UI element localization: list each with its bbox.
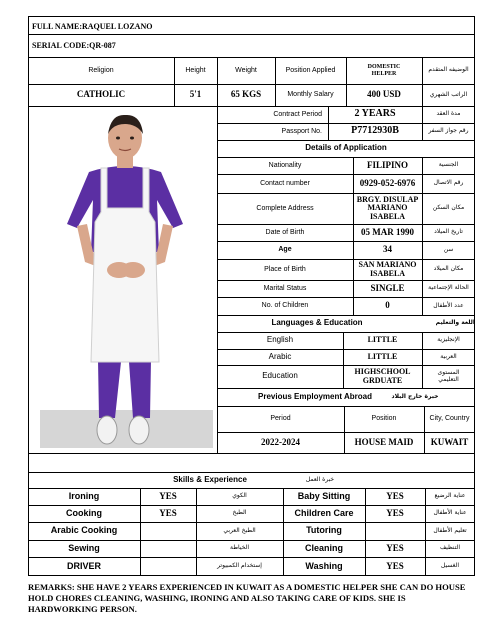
- place-of-birth-ar: مكان الميلاد: [433, 265, 464, 273]
- employment-position-header: Position: [371, 415, 397, 423]
- place-of-birth-value: [353, 259, 422, 280]
- skill-tutoring-label: Tutoring: [306, 525, 342, 536]
- education-line: GRDUATE: [362, 375, 403, 385]
- passport-ar: رقم جواز السفر: [428, 127, 469, 135]
- marital-value: SINGLE: [370, 282, 405, 293]
- dob-ar: تاريخ الميلاد: [434, 228, 463, 236]
- skill-sewing-value: [140, 540, 196, 557]
- passport-value: P7712930B: [351, 125, 399, 137]
- skill-tutoring-ar: تعليم الأطفال: [433, 526, 467, 534]
- contact-ar: رقم الاتصال: [433, 179, 464, 187]
- position-applied-header: Position Applied: [285, 66, 336, 74]
- dob-label: Date of Birth: [265, 228, 305, 236]
- skill-cleaning-label: Cleaning: [304, 542, 343, 553]
- contact-value: 0929-052-6976: [359, 177, 416, 188]
- skill-sewing-label: Sewing: [68, 542, 100, 553]
- skill-cooking-ar: الطبخ: [232, 509, 247, 517]
- religion-header: Religion: [88, 66, 114, 74]
- monthly-salary-ar: الراتب الشهري: [429, 90, 468, 98]
- contract-period-value: 2 YEARS: [354, 108, 396, 120]
- languages-title: Languages & Education: [271, 318, 363, 328]
- employment-position-value: HOUSE MAID: [354, 436, 414, 447]
- english-label: English: [266, 335, 294, 345]
- english-value: LITTLE: [367, 335, 398, 345]
- full-name: FULL NAME:RAQUEL LOZANO: [32, 22, 153, 31]
- employment-title-ar: خبرة خارج البلاد: [391, 392, 439, 400]
- skill-driver-ar: إستخدام الكمبيوتر: [217, 562, 262, 570]
- english-ar: الإنجليزية: [437, 336, 460, 344]
- skill-ironing-value: YES: [159, 490, 177, 501]
- skill-washing-value: YES: [386, 560, 404, 571]
- employment-country-header: City, Country: [429, 415, 470, 423]
- employment-period-header: Period: [270, 415, 291, 423]
- serial-code: SERIAL CODE:QR-087: [32, 41, 116, 50]
- skill-arabic-cooking-label: Arabic Cooking: [50, 525, 118, 536]
- education-line: HIGHSCHOOL: [354, 367, 411, 377]
- skill-baby-sitting-value: YES: [386, 490, 404, 501]
- education-ar-line: التعليمي: [438, 375, 459, 383]
- weight-value: 65 KGS: [230, 89, 262, 100]
- arabic-ar: العربية: [440, 352, 457, 360]
- details-section-title: Details of Application: [305, 143, 387, 153]
- skill-children-care-label: Children Care: [294, 507, 354, 518]
- skill-baby-sitting-ar: عناية الرضيع: [434, 492, 466, 500]
- skill-ironing-label: Ironing: [68, 490, 100, 501]
- age-value: 34: [383, 244, 392, 255]
- place-of-birth-label: Place of Birth: [264, 265, 306, 273]
- nationality-value: FILIPINO: [366, 159, 408, 170]
- education-ar-line: المستوى: [437, 369, 460, 377]
- place-of-birth-line: ISABELA: [369, 268, 406, 278]
- address-label: Complete Address: [256, 204, 314, 212]
- dob-value: 05 MAR 1990: [361, 226, 414, 237]
- children-label: No. of Children: [261, 302, 309, 310]
- contract-period-label: Contract Period: [273, 110, 322, 118]
- employment-title: Previous Employment Abroad: [258, 391, 372, 401]
- monthly-salary-label: Monthly Salary: [287, 91, 334, 99]
- skill-baby-sitting-label: Baby Sitting: [297, 490, 351, 501]
- education-value: [343, 365, 422, 388]
- address-line: BRGY. DISULAP: [356, 194, 419, 204]
- arabic-value: LITTLE: [367, 351, 398, 361]
- address-line: ISABELA: [369, 211, 406, 221]
- skill-children-care-ar: عناية الأطفال: [433, 509, 467, 517]
- address-value: [353, 193, 422, 224]
- employment-country-value: KUWAIT: [430, 436, 469, 447]
- position-applied-value: DOMESTIC HELPER: [367, 64, 401, 77]
- education-ar: [422, 365, 475, 388]
- contract-period-ar: مدة العقد: [436, 110, 461, 118]
- skills-title-ar: خبرة العمل: [305, 475, 335, 483]
- marital-label: Marital Status: [263, 284, 307, 292]
- address-ar: مكان السكن: [432, 204, 465, 212]
- education-label: Education: [262, 371, 298, 381]
- monthly-salary-value: 400 USD: [367, 89, 401, 100]
- skill-washing-label: Washing: [305, 560, 343, 571]
- arabic-label: Arabic: [268, 351, 292, 361]
- age-label: Age: [278, 246, 292, 254]
- marital-ar: الحالة الإجتماعية: [428, 284, 469, 292]
- nationality-ar: الجنسية: [438, 161, 459, 169]
- height-value: 5'1: [189, 89, 202, 100]
- place-of-birth-line: SAN MARIANO: [358, 260, 417, 270]
- passport-label: Passport No.: [281, 127, 322, 135]
- contact-label: Contact number: [260, 179, 310, 187]
- skill-arabic-cooking-value: [140, 522, 196, 540]
- skill-driver-value: [140, 557, 196, 576]
- skill-arabic-cooking-ar: الطبخ العربي: [223, 526, 256, 534]
- languages-title-ar: اللغة والتعليم: [435, 319, 475, 327]
- children-value: 0: [385, 300, 390, 311]
- skill-cooking-value: YES: [159, 507, 177, 518]
- skill-cleaning-value: YES: [386, 542, 404, 553]
- skills-title: Skills & Experience: [173, 474, 247, 484]
- height-header: Height: [185, 66, 206, 74]
- children-ar: عدد الأطفال: [433, 301, 464, 309]
- position-applied-ar: الوضيفه المتقدم: [428, 66, 469, 74]
- remarks: REMARKS: SHE HAVE 2 YEARS EXPERIENCED IN KUWAIT AS A DOMESTIC HELPER SHE CAN DO HOUSE HOLD CHORES CLEANING, WASHING, IRONING AND ALSO TAKING CARE OF KIDS. SHE IS HARDWORKING PERSON.: [28, 582, 466, 614]
- skill-washing-ar: الغسيل: [440, 562, 460, 570]
- skill-driver-label: DRIVER: [66, 560, 101, 571]
- religion-value: CATHOLIC: [76, 89, 126, 100]
- skill-cleaning-ar: التنظيف: [439, 544, 461, 552]
- nationality-label: Nationality: [268, 161, 302, 169]
- skill-children-care-value: YES: [386, 507, 404, 518]
- applicant-photo: [55, 112, 195, 452]
- weight-header: Weight: [235, 66, 257, 74]
- skill-cooking-label: Cooking: [66, 507, 102, 518]
- skill-tutoring-value: [365, 522, 425, 540]
- employment-period-value: 2022-2024: [261, 436, 300, 447]
- skill-sewing-ar: الخياطة: [230, 544, 249, 552]
- address-line: MARIANO: [367, 203, 408, 213]
- age-ar: سن: [443, 245, 454, 253]
- skill-ironing-ar: الكوي: [232, 492, 247, 500]
